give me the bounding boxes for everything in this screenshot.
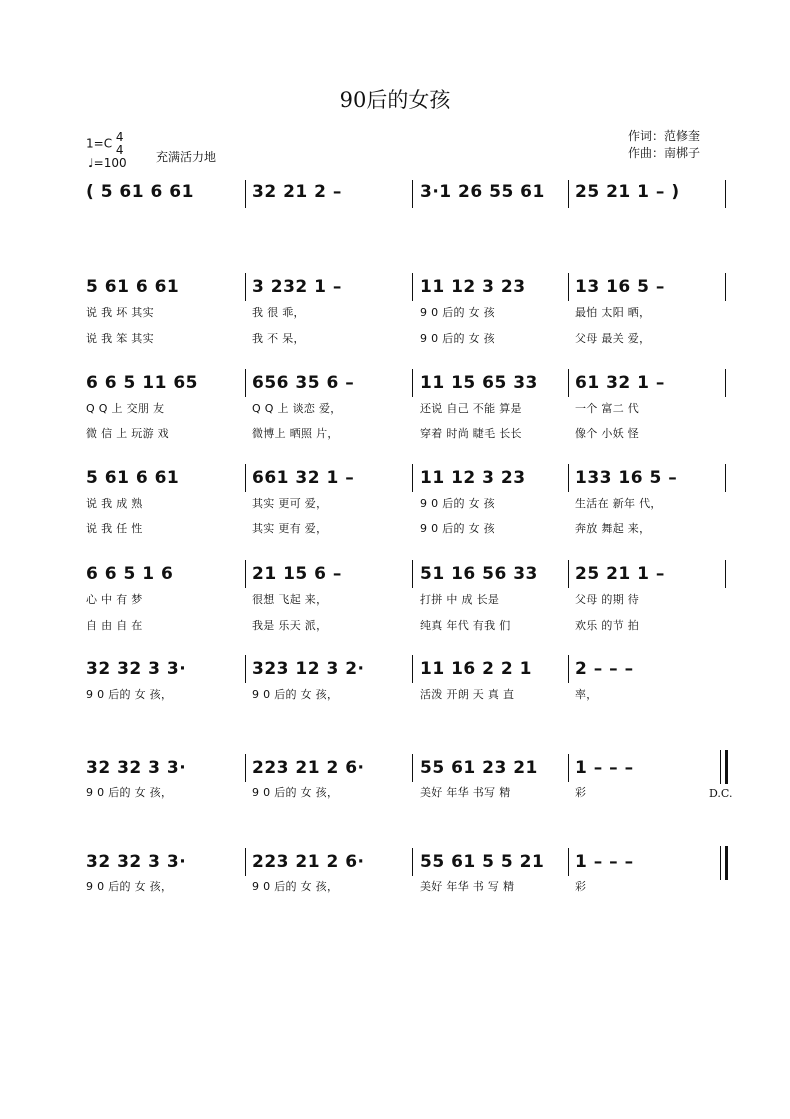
lyric: 穿着 时尚 睫毛 长长 <box>420 427 522 440</box>
lyric: 率， <box>575 688 598 701</box>
lyric: 活泼 开朗 天 真 直 <box>420 688 515 701</box>
measure: 61 32 1 – <box>575 373 665 393</box>
lyric: 说 我 笨 其实 <box>86 332 154 345</box>
measure: 25 21 1 – ) <box>575 182 680 202</box>
measure: 133 16 5 – <box>575 468 678 488</box>
measure: 32 21 2 – <box>252 182 342 202</box>
measure: 25 21 1 – <box>575 564 665 584</box>
measure: 223 21 2 6· <box>252 758 365 778</box>
barline <box>245 848 246 876</box>
lyric: 微博上 晒照 片， <box>252 427 339 440</box>
barline <box>568 464 569 492</box>
lyric: 像个 小妖 怪 <box>575 427 640 440</box>
lyric: 9 0 后的 女 孩 <box>420 522 495 535</box>
lyric: 自 由 自 在 <box>86 619 143 632</box>
measure: 6 6 5 1 6 <box>86 564 174 584</box>
lyric: 美好 年华 书写 精 <box>420 786 511 799</box>
lyric: 彩 <box>575 880 587 893</box>
measure: 323 12 3 2· <box>252 659 365 679</box>
da-capo-mark: D.C. <box>709 787 733 800</box>
measure: 5 61 6 61 <box>86 277 180 297</box>
measure: 3 232 1 – <box>252 277 342 297</box>
expression-mark: 充满活力地 <box>156 150 217 164</box>
measure: 11 15 65 33 <box>420 373 538 393</box>
barline <box>568 180 569 208</box>
lyricist-credit: 作词：范修奎 <box>628 129 701 143</box>
barline <box>245 464 246 492</box>
barline <box>245 754 246 782</box>
lyric: 父母 的期 待 <box>575 593 640 606</box>
barline <box>245 273 246 301</box>
lyric: 很想 飞起 来， <box>252 593 328 606</box>
barline <box>720 750 721 784</box>
barline <box>412 560 413 588</box>
barline <box>720 846 721 880</box>
lyric: 我 不 呆， <box>252 332 305 345</box>
barline <box>245 560 246 588</box>
lyric: 9 0 后的 女 孩， <box>252 786 339 799</box>
barline <box>725 369 726 397</box>
lyric: 9 0 后的 女 孩 <box>420 497 495 510</box>
final-barline <box>725 846 728 880</box>
lyric: 其实 更可 爱， <box>252 497 328 510</box>
lyric: 9 0 后的 女 孩， <box>252 880 339 893</box>
measure: 6 6 5 11 65 <box>86 373 198 393</box>
measure: ( 5 61 6 61 <box>86 182 194 202</box>
barline <box>725 180 726 208</box>
lyric: 9 0 后的 女 孩 <box>420 306 495 319</box>
time-signature <box>116 131 124 157</box>
lyric: 父母 最关 爱， <box>575 332 651 345</box>
final-barline <box>725 750 728 784</box>
barline <box>412 273 413 301</box>
barline <box>412 180 413 208</box>
measure: 661 32 1 – <box>252 468 355 488</box>
measure: 51 16 56 33 <box>420 564 538 584</box>
lyric: 微 信 上 玩游 戏 <box>86 427 169 440</box>
lyric: 欢乐 的节 拍 <box>575 619 640 632</box>
barline <box>245 180 246 208</box>
barline <box>725 273 726 301</box>
lyric: 说 我 成 熟 <box>86 497 143 510</box>
measure: 3·1 26 55 61 <box>420 182 545 202</box>
barline <box>568 848 569 876</box>
measure: 2 – – – <box>575 659 634 679</box>
measure: 11 12 3 23 <box>420 468 526 488</box>
lyric: 9 0 后的 女 孩， <box>86 880 173 893</box>
measure: 1 – – – <box>575 758 634 778</box>
barline <box>412 848 413 876</box>
measure: 656 35 6 – <box>252 373 355 393</box>
measure: 32 32 3 3· <box>86 659 187 679</box>
tempo-mark: ♩=100 <box>88 156 127 170</box>
lyric: Q Q 上 交朋 友 <box>86 402 165 415</box>
lyric: 我 很 乖， <box>252 306 305 319</box>
measure: 1 – – – <box>575 852 634 872</box>
barline <box>568 369 569 397</box>
key-text: 1=C <box>86 136 113 151</box>
lyric: 生活在 新年 代， <box>575 497 662 510</box>
barline <box>412 369 413 397</box>
lyric: 打拼 中 成 长是 <box>420 593 500 606</box>
barline <box>725 464 726 492</box>
lyric: 说 我 任 性 <box>86 522 143 535</box>
lyric: 其实 更有 爱， <box>252 522 328 535</box>
measure: 21 15 6 – <box>252 564 342 584</box>
lyric: 一个 富二 代 <box>575 402 640 415</box>
barline <box>568 754 569 782</box>
lyric: 9 0 后的 女 孩 <box>420 332 495 345</box>
barline <box>245 369 246 397</box>
measure: 5 61 6 61 <box>86 468 180 488</box>
measure: 32 32 3 3· <box>86 852 187 872</box>
lyric: 9 0 后的 女 孩， <box>86 786 173 799</box>
measure: 55 61 23 21 <box>420 758 538 778</box>
lyric: 9 0 后的 女 孩， <box>252 688 339 701</box>
measure: 11 12 3 23 <box>420 277 526 297</box>
song-title: 90后的女孩 <box>339 88 451 112</box>
lyric: 说 我 坏 其实 <box>86 306 154 319</box>
composer-credit: 作曲：南梆子 <box>628 146 701 160</box>
time-bottom: 4 <box>115 143 124 157</box>
barline <box>412 464 413 492</box>
lyric: 9 0 后的 女 孩， <box>86 688 173 701</box>
barline <box>245 655 246 683</box>
barline <box>725 560 726 588</box>
lyric: 我是 乐天 派， <box>252 619 328 632</box>
lyric: 还说 自己 不能 算是 <box>420 402 522 415</box>
measure: 55 61 5 5 21 <box>420 852 545 872</box>
barline <box>412 655 413 683</box>
lyric: 奔放 舞起 来， <box>575 522 651 535</box>
barline <box>568 560 569 588</box>
lyric: 彩 <box>575 786 587 799</box>
measure: 11 16 2 2 1 <box>420 659 532 679</box>
measure: 223 21 2 6· <box>252 852 365 872</box>
lyric: 美好 年华 书 写 精 <box>420 880 515 893</box>
key-signature <box>86 131 124 157</box>
measure: 32 32 3 3· <box>86 758 187 778</box>
measure: 13 16 5 – <box>575 277 665 297</box>
lyric: 最怕 太阳 晒， <box>575 306 651 319</box>
barline <box>412 754 413 782</box>
lyric: Q Q 上 谈恋 爱， <box>252 402 342 415</box>
time-top: 4 <box>115 130 124 144</box>
lyric: 纯真 年代 有我 们 <box>420 619 511 632</box>
lyric: 心 中 有 梦 <box>86 593 143 606</box>
barline <box>568 273 569 301</box>
barline <box>568 655 569 683</box>
